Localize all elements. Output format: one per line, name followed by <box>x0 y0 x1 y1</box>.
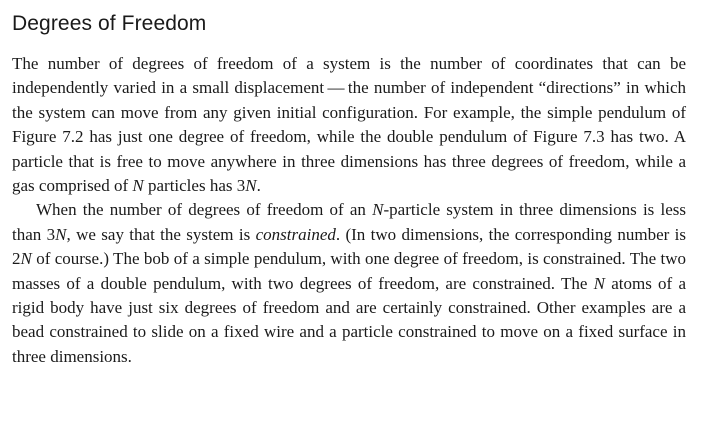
paragraph2-text-2: -particle system in three dimensions is less than 3 <box>12 200 686 244</box>
section-heading: Degrees of Freedom <box>12 12 207 35</box>
variable-n: N <box>55 224 67 244</box>
paragraph1-text-1: The number of degrees of freedom of a system is the number of coordinates that can be independently varied in a small displacement — the number of independent “directions” in which the system can move from any given initial configuration. For example, the simple pendulum of Figure 7.2 has just one degree of freedom, while the double pendulum of Figure 7.3 has two. A particle that is free to move anywhere in three dimensions has three degrees of freedom, while a gas comprised of <box>12 54 686 196</box>
paragraph-constrained-systems <box>12 198 686 369</box>
variable-n: N <box>20 249 32 269</box>
paragraph2-text-1: When the number of degrees of freedom of an <box>36 200 373 220</box>
paragraph2-text-6: atoms of a rigid body have just six degrees of freedom and are certainly constrained. Other examples are a bead constrained to slide on a fixed wire and a particle constrained to move on a fixed surface in three dimensions. <box>12 273 686 366</box>
paragraph2-text-4: . (In two dimensions, the corresponding number is 2 <box>12 224 686 269</box>
paragraph1-text-2: particles has 3 <box>143 176 246 196</box>
variable-n: N <box>372 200 384 220</box>
paragraph2-text-3: , we say that the system is <box>66 224 256 244</box>
variable-n: N <box>245 176 257 196</box>
variable-n: N <box>593 273 605 293</box>
paragraph1-text-3: . <box>256 176 261 196</box>
paragraph2-text-5: of course.) The bob of a simple pendulum, with one degree of freedom, is constrained. The two masses of a double pendulum, with two degrees of freedom, are constrained. The <box>12 249 686 293</box>
variable-n: N <box>132 176 144 196</box>
paragraph-degrees-definition <box>12 52 686 198</box>
emphasis-constrained: constrained <box>255 224 336 244</box>
